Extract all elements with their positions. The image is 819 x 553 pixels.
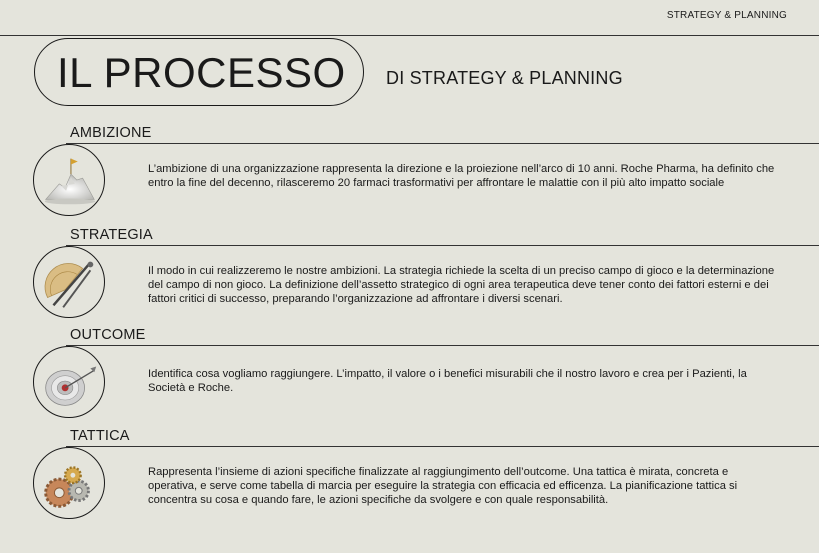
- header-divider: [0, 35, 819, 36]
- section-title: STRATEGIA: [70, 227, 153, 243]
- section-text: L’ambizione di una organizzazione rappresenta la direzione e la proiezione nell’arco di 10 anni. Roche Pharma, ha definito che entro la fine del decenno, rilasceremo 20 farmaci trasformativi per affrontare le malattie con il più alto impatto sociale: [148, 163, 775, 189]
- target-arrow-icon: [33, 346, 105, 418]
- title-pill: [34, 38, 364, 106]
- section-title: TATTICA: [70, 428, 130, 444]
- section-divider: [66, 245, 819, 246]
- section-divider: [66, 345, 819, 346]
- section-divider: [66, 446, 819, 447]
- section-title: AMBIZIONE: [70, 125, 152, 141]
- page-subtitle: DI STRATEGY & PLANNING: [386, 68, 623, 88]
- section-text: Rappresenta l’insieme di azioni specifiche finalizzate al raggiungimento dell’outcome. Una tattica è mirata, concreta e operativa, e serve come tabella di marcia per eseguire la strategia con efficacia ed efficenza. La pianificazione tattica si concentra su cosa e quando fare, le azioni specifiche da svolgere e con quale responsabilità.: [148, 466, 738, 506]
- compass-protractor-icon: [33, 246, 105, 318]
- gears-icon: [33, 447, 105, 519]
- page-title: IL PROCESSO: [57, 49, 346, 96]
- section-title: OUTCOME: [70, 327, 146, 343]
- section-text: Identifica cosa vogliamo raggiungere. L’impatto, il valore o i benefici misurabili che il nostro lavoro e crea per i Pazienti, la Società e Roche.: [148, 368, 747, 394]
- header-label: STRATEGY & PLANNING: [666, 10, 787, 21]
- section-divider: [66, 143, 819, 144]
- section-text: Il modo in cui realizzeremo le nostre ambizioni. La strategia richiede la scelta di un preciso campo di gioco e la determinazione del campo di non gioco. La definizione dell’assetto strategico di ogni area terapeutica deve tener conto dei fattori esterni e dei fattori critici di successo, preparando l’organizzazione ad affrontare i diversi scenari.: [148, 265, 775, 305]
- mountain-flag-icon: [33, 144, 105, 216]
